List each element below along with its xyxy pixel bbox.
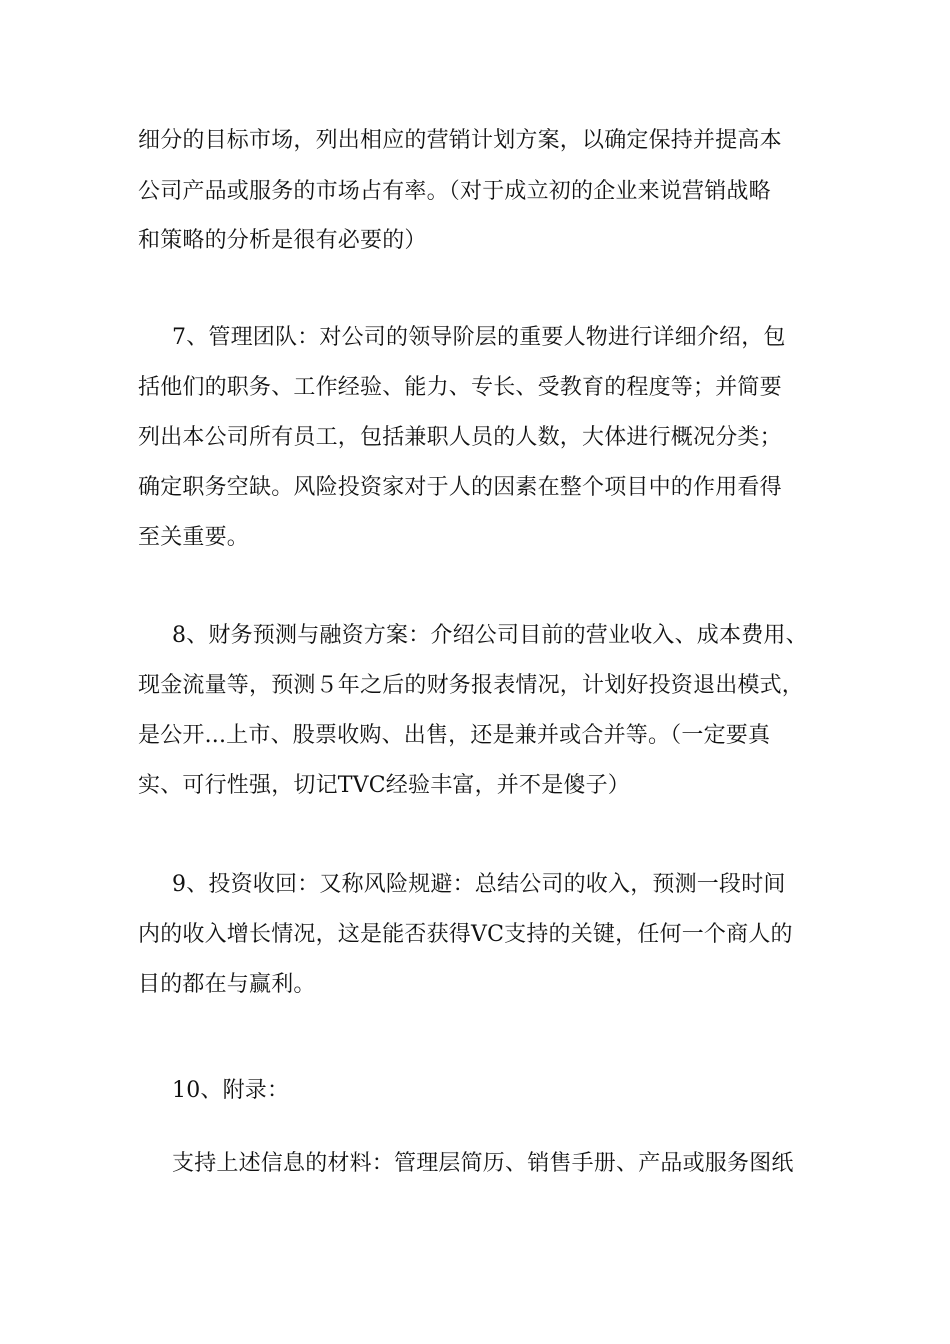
text-line: 公司产品或服务的市场占有率。（对于成立初的企业来说营销战略 (138, 179, 771, 204)
text-line: 目的都在与赢利。 (138, 972, 316, 997)
text-line: 8、财务预测与融资方案：介绍公司目前的营业收入、成本费用、 (172, 623, 808, 648)
text-line: 现金流量等，预测５年之后的财务报表情况，计划好投资退出模式， (138, 673, 805, 698)
text-line: 列出本公司所有员工，包括兼职人员的人数，大体进行概况分类； (138, 425, 782, 450)
text-line: 至关重要。 (138, 525, 250, 550)
text-line: 实、可行性强，切记TVC经验丰富，并不是傻子） (138, 773, 630, 798)
text-line: 确定职务空缺。风险投资家对于人的因素在整个项目中的作用看得 (138, 475, 782, 500)
text-line: 7、管理团队：对公司的领导阶层的重要人物进行详细介绍，包 (172, 325, 786, 350)
text-line: 是公开...上市、股票收购、出售，还是兼并或合并等。（一定要真 (138, 723, 771, 748)
text-line: 内的收入增长情况，这是能否获得VC支持的关键，任何一个商人的 (138, 922, 793, 947)
text-line: 10、附录： (172, 1078, 290, 1103)
text-line: 细分的目标市场，列出相应的营销计划方案，以确定保持并提高本 (138, 128, 782, 153)
text-line: 9、投资收回：又称风险规避：总结公司的收入，预测一段时间 (172, 872, 786, 897)
text-line: 和策略的分析是很有必要的） (138, 228, 427, 253)
text-line: 括他们的职务、工作经验、能力、专长、受教育的程度等；并简要 (138, 375, 782, 400)
text-line: 支持上述信息的材料：管理层简历、销售手册、产品或服务图纸 (172, 1151, 794, 1176)
